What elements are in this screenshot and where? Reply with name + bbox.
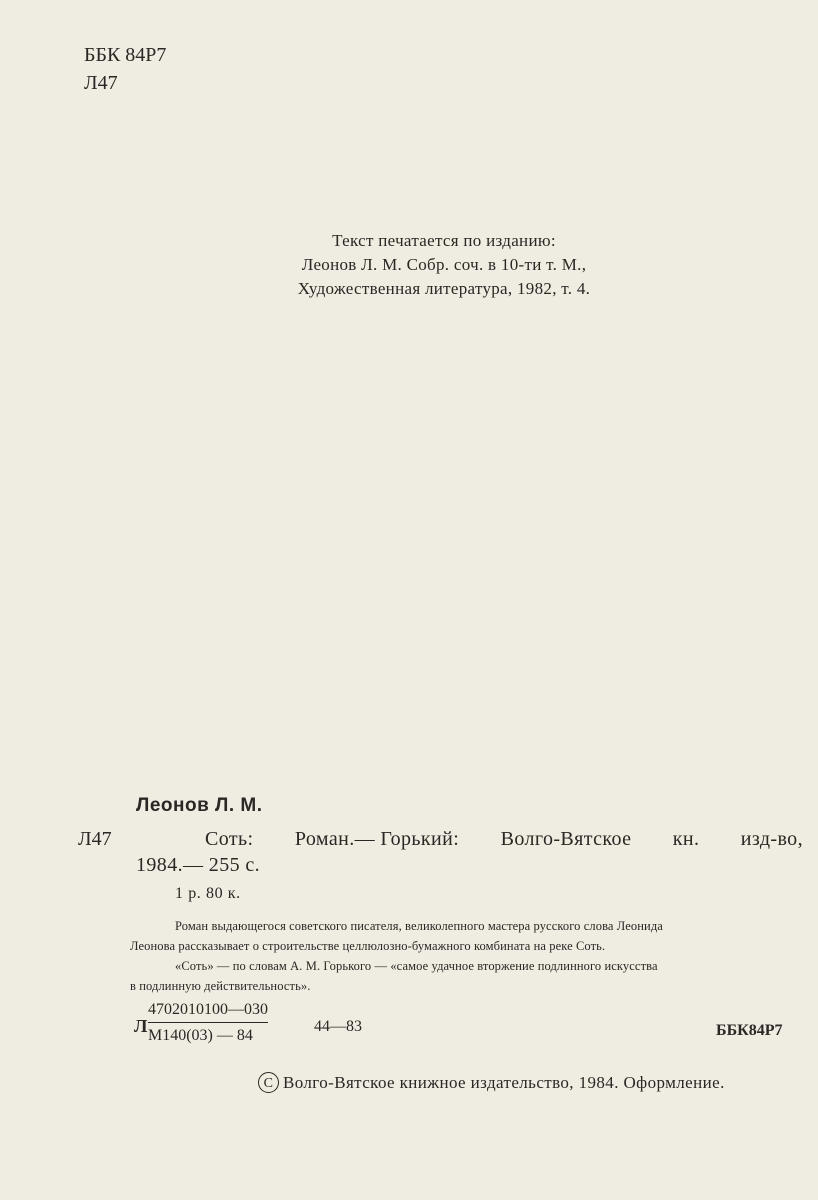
annotation-line: Леонова рассказывает о строительстве целлюлозно-бумажного комбината на реке Соть. [130, 939, 606, 953]
catalog-title-word: Роман.— Горький: [294, 828, 460, 850]
bbk-classification-top [84, 41, 166, 97]
catalog-publication-line: 1984.— 255 с. [136, 854, 261, 876]
index-fraction [148, 1000, 268, 1046]
index-denominator: М140(03) — 84 [148, 1027, 253, 1044]
copyright-icon: C [258, 1072, 279, 1093]
copyright-text: Волго-Вятское книжное издательство, 1984. Оформление. [283, 1072, 725, 1092]
catalog-title-line [205, 828, 803, 851]
annotation-line: «Соть» — по словам А. М. Горького — «самое удачное вторжение подлинного искусства [175, 959, 658, 973]
index-letter: Л [134, 1016, 148, 1036]
catalog-author: Леонов Л. М. [136, 795, 263, 816]
bbk-code-bottom: ББК84Р7 [716, 1022, 783, 1039]
author-mark: Л47 [84, 72, 118, 94]
catalog-title-word: изд-во, [740, 828, 803, 850]
source-line: Леонов Л. М. Собр. соч. в 10-ти т. М., [301, 255, 587, 274]
bbk-code: ББК 84Р7 [84, 44, 167, 66]
annotation-line: в подлинную действительность». [130, 979, 311, 993]
index-numerator: 4702010100—030 [148, 1000, 268, 1023]
annotation [130, 916, 663, 996]
annotation-line: Роман выдающегося советского писателя, великолепного мастера русского слова Леонида [175, 919, 663, 933]
index-suffix: 44—83 [314, 1018, 362, 1035]
source-line: Текст печатается по изданию: [332, 231, 556, 250]
catalog-title-word: Соть: [205, 828, 254, 850]
catalog-author-mark: Л47 [78, 828, 112, 850]
catalog-title-word: кн. [672, 828, 700, 850]
source-line: Художественная литература, 1982, т. 4. [297, 279, 591, 298]
catalog-title-word: Волго-Вятское [500, 828, 632, 850]
source-edition-note [0, 229, 818, 301]
catalog-price: 1 р. 80 к. [175, 885, 241, 902]
copyright-line [258, 1072, 725, 1093]
